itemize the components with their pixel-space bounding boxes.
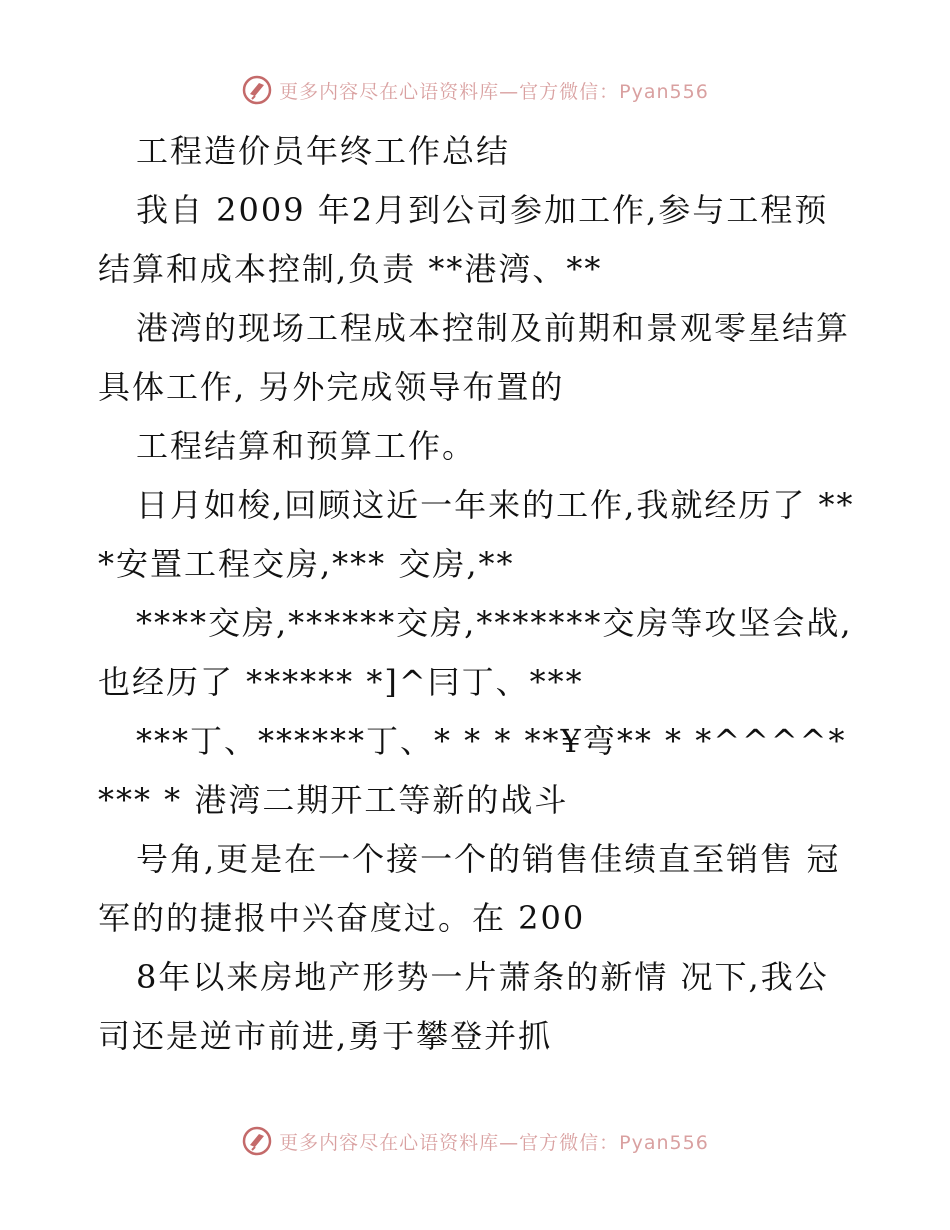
seal-logo-icon — [241, 74, 273, 106]
watermark-text: 更多内容尽在心语资料库—官方微信：Pyan556 — [279, 1131, 709, 1154]
paragraph: 港湾的现场工程成本控制及前期和景观零星结算具体工作, 另外完成领导布置的 — [98, 309, 851, 406]
bottom-watermark-banner — [0, 1121, 950, 1161]
document-body — [98, 122, 867, 1066]
paragraph: 日月如梭,回顾这近一年来的工作,我就经历了 ** *安置工程交房,*** 交房,** — [98, 486, 867, 583]
paragraph: 工程结算和预算工作。 — [136, 427, 477, 465]
paragraph: ***丁、******丁、* * * **¥弯** * *^^^^* *** * 港湾二期开工等新的战斗 — [98, 722, 859, 819]
paragraph: 8年以来房地产形势一片萧条的新情 况下,我公司还是逆市前进,勇于攀登并抓 — [98, 958, 829, 1055]
watermark-text: 更多内容尽在心语资料库—官方微信：Pyan556 — [279, 80, 709, 103]
paragraph: ****交房,******交房,*******交房等攻坚会战,也经历了 ****** *]^冃丁、*** — [98, 604, 853, 701]
top-watermark-banner — [0, 70, 950, 110]
seal-logo-icon — [241, 1125, 273, 1157]
paragraph: 我自 2009 年2月到公司参加工作,参与工程预结算和成本控制,负责 **港湾、** — [98, 191, 829, 288]
document-title: 工程造价员年终工作总结 — [136, 132, 511, 170]
paragraph: 号角,更是在一个接一个的销售佳绩直至销售 冠军的的捷报中兴奋度过。在 200 — [98, 840, 841, 937]
